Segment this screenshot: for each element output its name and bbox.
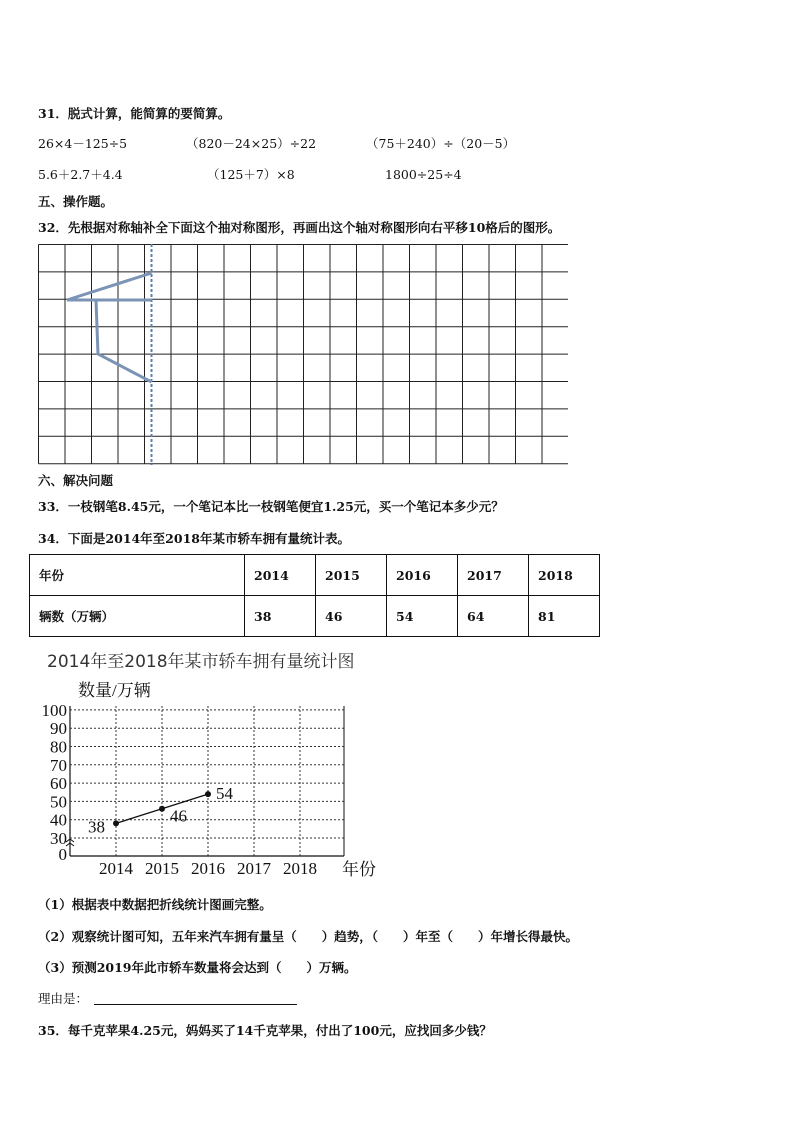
q32-title: 32．先根据对称轴补全下面这个抽对称图形，再画出这个轴对称图形向右平移10格后的图形。 bbox=[38, 220, 561, 235]
q34-sub2: （2）观察统计图可知，五年来汽车拥有量呈（ ）趋势，（ ）年至（ ）年增长得最快。 bbox=[38, 929, 578, 944]
expression: 1800÷25÷4 bbox=[385, 167, 462, 182]
section-heading: 五、操作题。 bbox=[38, 194, 114, 209]
table-cell: 38 bbox=[245, 596, 316, 637]
symmetry-grid bbox=[38, 244, 568, 466]
data-label: 54 bbox=[216, 784, 233, 804]
table-cell: 46 bbox=[316, 596, 387, 637]
q34-sub1: （1）根据表中数据把折线统计图画完整。 bbox=[38, 897, 272, 912]
reason-label: 理由是： bbox=[38, 991, 89, 1006]
y-axis-label: 数量/万辆 bbox=[78, 681, 151, 700]
table-cell: 2015 bbox=[316, 555, 387, 596]
table-cell: 2016 bbox=[387, 555, 458, 596]
x-tick-label: 2018 bbox=[283, 859, 317, 878]
table-cell: 54 bbox=[387, 596, 458, 637]
table-row bbox=[30, 555, 600, 596]
q34-sub3: （3）预测2019年此市轿车数量将会达到（ ）万辆。 bbox=[38, 960, 357, 975]
y-tick-label: 100 bbox=[41, 700, 67, 720]
expression: 5.6＋2.7＋4.4 bbox=[38, 167, 123, 182]
x-tick-label: 2015 bbox=[145, 859, 179, 878]
table-cell: 2014 bbox=[245, 555, 316, 596]
y-tick-label: 60 bbox=[50, 774, 67, 794]
table-row bbox=[30, 596, 600, 637]
y-tick-label: 40 bbox=[50, 810, 67, 830]
y-tick-label: 0 bbox=[58, 845, 67, 864]
half-figure bbox=[96, 300, 152, 382]
y-tick-label: 50 bbox=[50, 792, 67, 812]
data-point bbox=[113, 820, 119, 826]
y-tick-label: 90 bbox=[50, 719, 67, 739]
q34-title: 34．下面是2014年至2018年某市轿车拥有量统计表。 bbox=[38, 531, 350, 546]
y-tick-label: 80 bbox=[50, 737, 67, 757]
expression: （125＋7）×8 bbox=[207, 167, 295, 182]
data-point bbox=[205, 791, 211, 797]
table-cell: 年份 bbox=[30, 555, 245, 596]
y-tick-label: 30 bbox=[50, 829, 67, 848]
y-tick-label: 70 bbox=[50, 755, 67, 775]
expression: （820－24×25）÷22 bbox=[186, 136, 317, 151]
expression: 26×4－125÷5 bbox=[38, 136, 128, 151]
q33-text: 33．一枝钢笔8.45元，一个笔记本比一枝钢笔便宜1.25元，买一个笔记本多少元？ bbox=[38, 499, 504, 514]
section-heading: 六、解决问题 bbox=[38, 473, 114, 488]
half-figure bbox=[67, 273, 152, 300]
line-chart bbox=[30, 672, 390, 882]
x-axis-label: 年份 bbox=[342, 860, 376, 879]
q35-text: 35．每千克苹果4.25元，妈妈买了14千克苹果，付出了100元，应找回多少钱？ bbox=[38, 1023, 492, 1038]
answer-blank[interactable] bbox=[94, 1004, 297, 1005]
x-tick-label: 2017 bbox=[237, 859, 271, 878]
data-point bbox=[159, 806, 165, 812]
chart-title: 2014年至2018年某市轿车拥有量统计图 bbox=[47, 652, 355, 672]
stat-table bbox=[29, 554, 600, 637]
data-label: 38 bbox=[88, 817, 105, 837]
table-cell: 64 bbox=[458, 596, 529, 637]
q31-title: 31．脱式计算，能简算的要简算。 bbox=[38, 106, 231, 121]
table-cell: 2017 bbox=[458, 555, 529, 596]
table-cell: 2018 bbox=[529, 555, 600, 596]
x-tick-label: 2016 bbox=[191, 859, 225, 878]
x-tick-label: 2014 bbox=[99, 859, 133, 878]
table-cell: 81 bbox=[529, 596, 600, 637]
expression: （75＋240）÷（20－5） bbox=[366, 136, 516, 151]
table-cell: 辆数（万辆） bbox=[30, 596, 245, 637]
data-label: 46 bbox=[170, 806, 187, 826]
